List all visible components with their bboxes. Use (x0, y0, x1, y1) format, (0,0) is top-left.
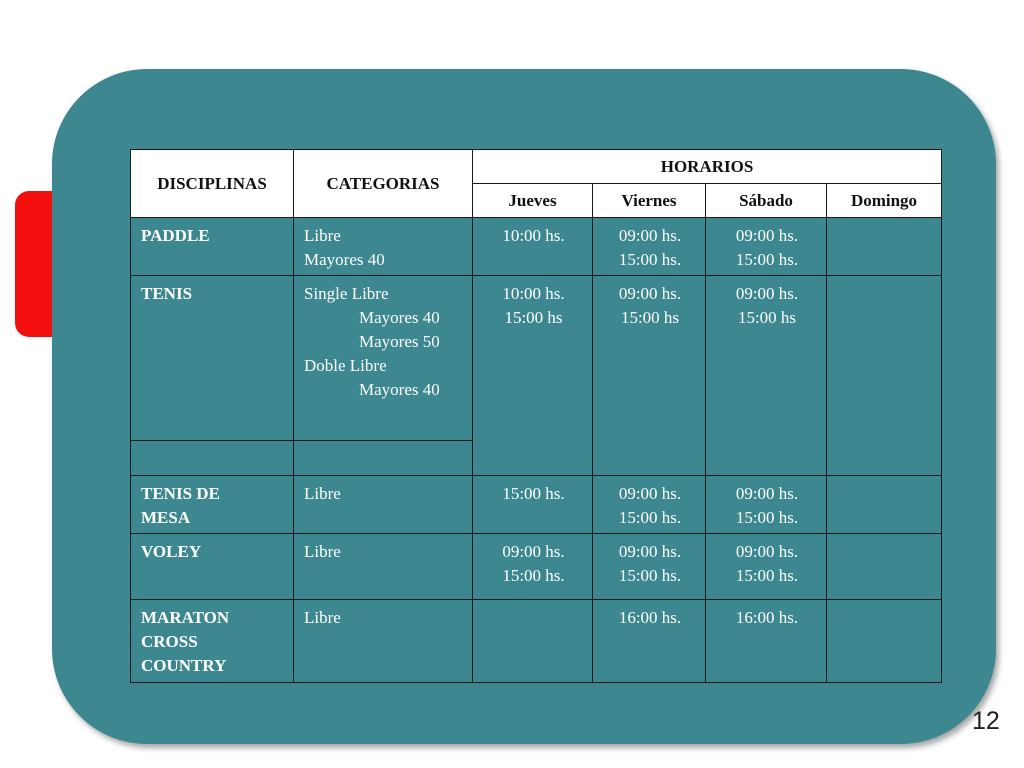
time-label: 15:00 hs. (502, 566, 565, 585)
sabado-tenis (706, 276, 827, 476)
schedule-table (130, 149, 942, 683)
category-label: Mayores 40 (359, 308, 440, 327)
domingo-voley (827, 534, 942, 600)
time-label: 15:00 hs (620, 308, 680, 327)
jueves-voley (473, 534, 593, 600)
discipline-label: MARATON (141, 608, 230, 627)
discipline-maraton (131, 600, 294, 683)
header-horarios: HORARIOS (473, 150, 942, 184)
category-label: Mayores 50 (359, 332, 440, 351)
empty-cell (131, 441, 294, 476)
time-label: 09:00 hs. (735, 484, 799, 503)
viernes-maraton (593, 600, 706, 683)
time-label: 15:00 hs. (618, 250, 682, 269)
header-day-domingo: Domingo (827, 184, 942, 218)
time-label: 09:00 hs. (618, 284, 682, 303)
header-day-jueves: Jueves (473, 184, 593, 218)
time-label: 15:00 hs. (502, 484, 565, 503)
domingo-tenis (827, 276, 942, 476)
header-disciplinas: DISCIPLINAS (131, 150, 294, 218)
time-label: 09:00 hs. (502, 542, 565, 561)
time-label: 09:00 hs. (735, 542, 799, 561)
time-label: 15:00 hs. (618, 566, 682, 585)
discipline-label: COUNTRY (141, 656, 227, 675)
time-label: 09:00 hs. (618, 484, 682, 503)
table-row-tenis-de-mesa (131, 476, 942, 534)
time-label: 10:00 hs. (502, 284, 565, 303)
time-label: 15:00 hs (504, 308, 563, 327)
category-label: Libre (304, 226, 341, 245)
discipline-label: MESA (141, 508, 191, 527)
table-row-maraton (131, 600, 942, 683)
categories-voley (294, 534, 473, 600)
category-label: Mayores 40 (359, 380, 440, 399)
viernes-paddle (593, 218, 706, 276)
discipline-paddle: PADDLE (131, 218, 294, 276)
time-label: 15:00 hs. (735, 508, 799, 527)
category-label: Doble Libre (304, 356, 387, 375)
sabado-voley (706, 534, 827, 600)
page-number: 12 (972, 707, 1000, 735)
domingo-tenis-de-mesa (827, 476, 942, 534)
discipline-label: TENIS DE (141, 484, 220, 503)
jueves-paddle (473, 218, 593, 276)
time-label: 16:00 hs. (618, 608, 682, 627)
time-label: 15:00 hs. (618, 508, 682, 527)
categories-tenis (294, 276, 473, 441)
header-day-viernes: Viernes (593, 184, 706, 218)
domingo-maraton (827, 600, 942, 683)
jueves-tenis-de-mesa (473, 476, 593, 534)
jueves-tenis (473, 276, 593, 476)
viernes-tenis-de-mesa (593, 476, 706, 534)
sabado-paddle (706, 218, 827, 276)
category-label: Single Libre (304, 284, 389, 303)
discipline-voley: VOLEY (131, 534, 294, 600)
discipline-tenis-de-mesa (131, 476, 294, 534)
time-label: 10:00 hs. (502, 226, 565, 245)
time-label: 09:00 hs. (618, 542, 682, 561)
time-label: 15:00 hs (737, 308, 797, 327)
header-categorias: CATEGORIAS (294, 150, 473, 218)
viernes-voley (593, 534, 706, 600)
empty-cell (294, 441, 473, 476)
category-label: Libre (304, 484, 341, 503)
discipline-tenis: TENIS (131, 276, 294, 441)
discipline-label: CROSS (141, 632, 198, 651)
category-label: Libre (304, 542, 341, 561)
category-label: Libre (304, 608, 341, 627)
table-row-tenis (131, 276, 942, 441)
header-day-sabado: Sábado (706, 184, 827, 218)
category-label: Mayores 40 (304, 250, 385, 269)
sabado-maraton (706, 600, 827, 683)
time-label: 15:00 hs. (735, 566, 799, 585)
categories-paddle (294, 218, 473, 276)
categories-maraton (294, 600, 473, 683)
categories-tenis-de-mesa (294, 476, 473, 534)
sabado-tenis-de-mesa (706, 476, 827, 534)
jueves-maraton (473, 600, 593, 683)
time-label: 09:00 hs. (735, 284, 799, 303)
viernes-tenis (593, 276, 706, 476)
time-label: 16:00 hs. (735, 608, 799, 627)
time-label: 09:00 hs. (735, 226, 799, 245)
domingo-paddle (827, 218, 942, 276)
table-row-paddle (131, 218, 942, 276)
time-label: 09:00 hs. (618, 226, 682, 245)
time-label: 15:00 hs. (735, 250, 799, 269)
table-row-voley (131, 534, 942, 600)
